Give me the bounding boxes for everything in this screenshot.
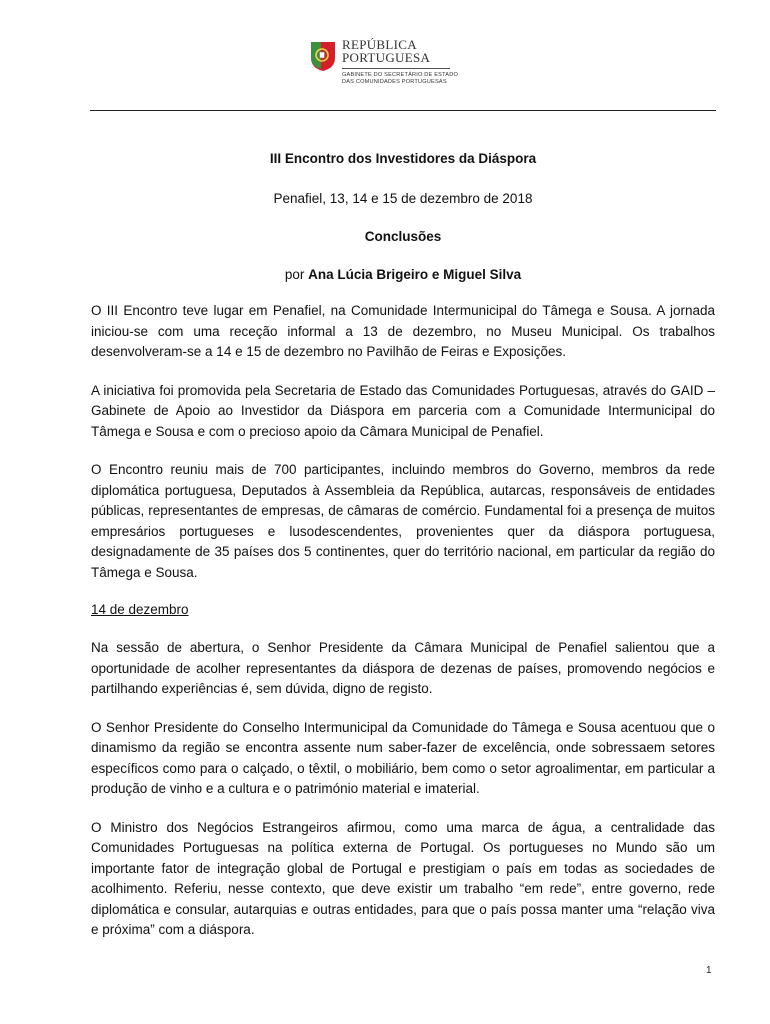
header-rule bbox=[90, 110, 716, 111]
dept-name-line1: GABINETE DO SECRETÁRIO DE ESTADO bbox=[342, 72, 459, 78]
authors-prefix: por bbox=[284, 267, 305, 282]
section-paragraph-1: Na sessão de abertura, o Senhor Presidente da Câmara Municipal de Penafiel salientou que a oportunidade de acolher representantes da diáspora de dezenas de países, promovendo negócios e partilhando experiências é, sem dúvida, digno de registo. bbox=[91, 640, 715, 696]
document-date: Penafiel, 13, 14 e 15 de dezembro de 2018 bbox=[273, 191, 533, 206]
letterhead bbox=[0, 38, 770, 98]
section-paragraph-3: O Ministro dos Negócios Estrangeiros afirmou, como uma marca de água, a centralidade das Comunidades Portuguesas na política externa de Portugal. Os portugueses no Mundo são um importante fator de integração global de Portugal e prestigiam o país em todas as sociedades de acolhimento. Referiu, nesse contexto, que deve existir um trabalho “em rede”, entre governo, rede diplomática e consular, autarquias e outras entidades, para que o país possa manter uma “relação viva e próxima” com a diáspora. bbox=[91, 819, 715, 937]
document-body bbox=[91, 150, 715, 941]
paragraph-3: O Encontro reuniu mais de 700 participantes, incluindo membros do Governo, membros da rede diplomática portuguesa, Deputados à Assembleia da República, autarcas, responsáveis de entidades públicas, representantes de empresas, de câmaras de comércio. Fundamental foi a presença de muitos empresários portugueses e lusodescendentes, provenientes quer da diáspora portuguesa, designadamente de 35 países dos 5 continentes, quer do território nacional, em particular da região do Tâmega e Sousa. bbox=[91, 462, 715, 580]
page-number: 1 bbox=[706, 965, 712, 976]
org-name-line1: REPÚBLICA bbox=[342, 37, 417, 52]
dept-name-line2: DAS COMUNIDADES PORTUGUESAS bbox=[342, 79, 447, 85]
paragraph-1: O III Encontro teve lugar em Penafiel, na Comunidade Intermunicipal do Tâmega e Sousa. A jornada iniciou-se com uma receção informal a 13 de dezembro, no Museu Municipal. Os trabalhos desenvolveram-se a 14 e 15 de dezembro no Pavilhão de Feiras e Exposições. bbox=[91, 303, 715, 359]
org-name-line2: PORTUGUESA bbox=[342, 50, 431, 65]
paragraph-2: A iniciativa foi promovida pela Secretaria de Estado das Comunidades Portuguesas, através do GAID – Gabinete de Apoio ao Investidor da Diáspora em parceria com a Comunidade Intermunicipal do Tâmega e Sousa e com o precioso apoio da Câmara Municipal de Penafiel. bbox=[91, 382, 715, 439]
authors-line bbox=[91, 266, 715, 284]
letterhead-text bbox=[342, 38, 458, 86]
authors-names: Ana Lúcia Brigeiro e Miguel Silva bbox=[308, 267, 522, 282]
section-paragraph-2: O Senhor Presidente do Conselho Intermunicipal da Comunidade do Tâmega e Sousa acentuou que o dinamismo da região se encontra assente num saber-fazer de excelência, onde sobressaem setores específicos como para o calçado, o têxtil, o mobiliário, bem como o setor agroalimentar, em particular a produção de vinho e a cultura e o património material e imaterial. bbox=[91, 719, 715, 796]
letterhead-divider bbox=[342, 68, 450, 69]
section-heading: 14 de dezembro bbox=[91, 602, 189, 617]
document-subtitle: Conclusões bbox=[364, 229, 442, 244]
document-title: III Encontro dos Investidores da Diáspora bbox=[269, 151, 537, 166]
portuguese-republic-emblem-icon bbox=[309, 40, 337, 72]
